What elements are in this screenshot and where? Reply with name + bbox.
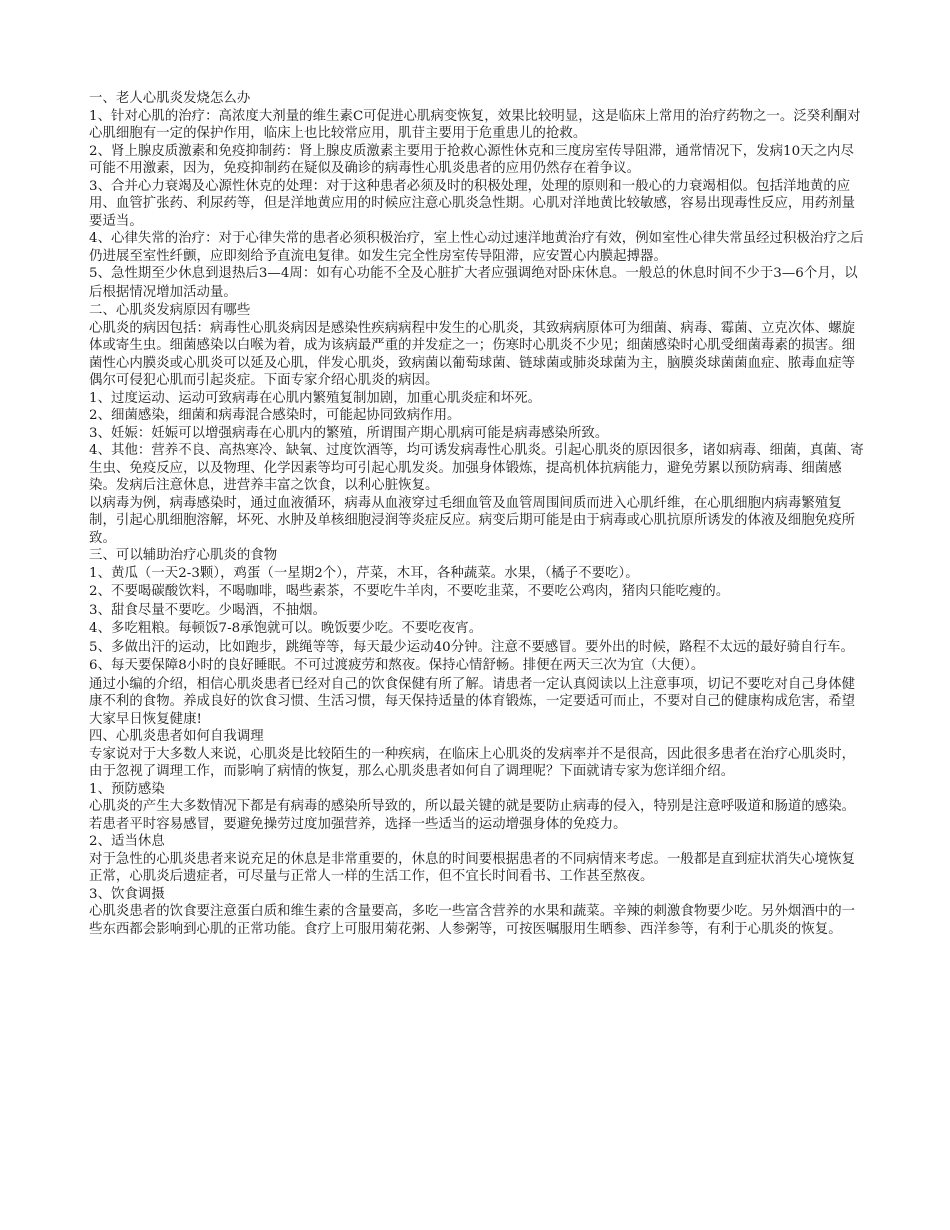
subheading: 1、预防感染 <box>89 781 165 797</box>
section-heading-3: 三、可以辅助治疗心肌炎的食物 <box>89 548 278 563</box>
paragraph: 3、合并心力衰竭及心源性休克的处理：对于这种患者必须及时的积极处理，处理的原则和一般心的力衰竭相似。包括洋地黄的应用、血管扩张药、利尿药等，但是洋地黄应用的时候应注意心肌炎急性期。心肌对洋地黄比较敏感，容易出现毒性反应，用药剂量要适当。 <box>89 178 856 229</box>
paragraph: 心肌炎患者的饮食要注意蛋白质和维生素的含量要高，多吃一些富含营养的水果和蔬菜。辛辣的刺激食物要少吃。另外烟酒中的一些东西都会影响到心肌的正常功能。食疗上可服用菊花粥、人参粥等，可按医嘱服用生晒参、西洋参等，有利于心肌炎的恢复。 <box>89 904 856 937</box>
paragraph: 对于急性的心肌炎患者来说充足的休息是非常重要的，休息的时间要根据患者的不同病情来考虑。一般都是直到症状消失心境恢复正常，心肌炎后遗症者，可尽量与正常人一样的生活工作，但不宜长时间看书、工作甚至熬夜。 <box>89 851 856 884</box>
paragraph: 4、心律失常的治疗：对于心律失常的患者必须积极治疗，室上性心动过速洋地黄治疗有效，例如室性心律失常虽经过积极治疗之后仍进展至室性纤颤，应即刻给予直流电复律。如发生完全性房室传导阻滞，应安置心内膜起搏器。 <box>89 231 864 264</box>
paragraph: 1、针对心肌的治疗：高浓度大剂量的维生素C可促进心肌病变恢复，效果比较明显，这是临床上常用的治疗药物之一。泛癸利酮对心肌细胞有一定的保护作用，临床上也比较常应用，肌苷主要用于危重患儿的抢救。 <box>89 108 861 141</box>
paragraph: 5、多做出汗的运动，比如跑步，跳绳等等，每天最少运动40分钟。注意不要感冒。要外出的时候，路程不太远的最好骑自行车。 <box>89 639 854 655</box>
paragraph: 2、肾上腺皮质激素和免疫抑制药：肾上腺皮质激素主要用于抢救心源性休克和三度房室传导阻滞，通常情况下，发病10天之内尽可能不用激素，因为，免疫抑制药在疑似及确诊的病毒性心肌炎患者的应用仍然存在着争议。 <box>89 143 854 176</box>
paragraph: 心肌炎的病因包括：病毒性心肌炎病因是感染性疾病病程中发生的心肌炎，其致病病原体可为细菌、病毒、霉菌、立克次体、螺旋体或寄生虫。细菌感染以白喉为着，成为该病最严重的并发症之一；伤寒时心肌炎不少见；细菌感染时心肌受细菌毒素的损害。细菌性心内膜炎或心肌炎可以延及心肌，伴发心肌炎，致病菌以葡萄球菌、链球菌或肺炎球菌为主，脑膜炎球菌菌血症、脓毒血症等偶尔可侵犯心肌而引起炎症。下面专家介绍心肌炎的病因。 <box>89 320 856 388</box>
paragraph: 专家说对于大多数人来说，心肌炎是比较陌生的一种疾病，在临床上心肌炎的发病率并不是很高，因此很多患者在治疗心肌炎时，由于忽视了调理工作，而影响了病情的恢复，那么心肌炎患者如何自了调理呢？下面就请专家为您详细介绍。 <box>89 746 856 779</box>
paragraph: 以病毒为例，病毒感染时，通过血液循环，病毒从血液穿过毛细血管及血管周围间质而进入心肌纤维，在心肌细胞内病毒繁殖复制，引起心肌细胞溶解，坏死、水肿及单核细胞浸润等炎症反应。病变后期可能是由于病毒或心肌抗原所诱发的体液及细胞免疫所致。 <box>89 495 856 546</box>
paragraph: 2、不要喝碳酸饮料，不喝咖啡，喝些素茶，不要吃牛羊肉，不要吃韭菜，不要吃公鸡肉，猪肉只能吃瘦的。 <box>89 584 730 599</box>
paragraph: 5、急性期至少休息到退热后3—4周：如有心功能不全及心脏扩大者应强调绝对卧床休息。一般总的休息时间不少于3—6个月，以后根据情况增加活动量。 <box>89 266 858 300</box>
subheading: 2、适当休息 <box>89 834 165 849</box>
paragraph: 2、细菌感染，细菌和病毒混合感染时，可能起协同致病作用。 <box>89 408 461 423</box>
subheading: 3、饮食调摄 <box>89 886 165 902</box>
section-heading-2: 二、心肌炎发病原因有哪些 <box>89 303 251 318</box>
section-heading-4: 四、心肌炎患者如何自我调理 <box>89 729 264 744</box>
paragraph: 通过小编的介绍，相信心肌炎患者已经对自己的饮食保健有所了解。请患者一定认真阅读以上注意事项，切记不要吃对自己身体健康不利的食物。养成良好的饮食习惯、生活习惯，每天保持适量的体育锻炼，一定要适可而止，不要对自己的健康构成危害，希望大家早日恢复健康! <box>89 676 856 727</box>
paragraph: 3、甜食尽量不要吃。少喝酒，不抽烟。 <box>89 602 327 618</box>
paragraph: 4、其他：营养不良、高热寒冷、缺氧、过度饮酒等，均可诱发病毒性心肌炎。引起心肌炎的原因很多，诸如病毒、细菌，真菌、寄生虫、免疫反应，以及物理、化学因素等均可引起心肌发炎。加强身体锻炼，提高机体抗病能力，避免劳累以预防病毒、细菌感染。发病后注意休息，进营养丰富之饮食，以利心脏恢复。 <box>89 443 864 493</box>
section-heading-1: 一、老人心肌炎发烧怎么办 <box>89 91 251 106</box>
paragraph: 1、黄瓜（一天2-3颗），鸡蛋（一星期2个），芹菜，木耳，各种蔬菜。水果，（橘子不要吃）。 <box>89 565 639 581</box>
paragraph: 6、每天要保障8小时的良好睡眠。不可过渡疲劳和熬夜。保持心情舒畅。排便在两天三次为宜（大便）。 <box>89 658 705 673</box>
paragraph: 3、妊娠：妊娠可以增强病毒在心肌内的繁殖，所谓围产期心肌病可能是病毒感染所致。 <box>89 425 609 441</box>
paragraph: 1、过度运动、运动可致病毒在心肌内繁殖复制加剧，加重心肌炎症和坏死。 <box>89 390 542 406</box>
document-body <box>89 90 864 938</box>
paragraph: 心肌炎的产生大多数情况下都是有病毒的感染所导致的，所以最关键的就是要防止病毒的侵入，特别是注意呼吸道和肠道的感染。若患者平时容易感冒，要避免操劳过度加强营养，选择一些适当的运动增强身体的免疫力。 <box>89 799 856 832</box>
paragraph: 4、多吃粗粮。每顿饭7-8承饱就可以。晚饭要少吃。不要吃夜宵。 <box>89 621 483 636</box>
